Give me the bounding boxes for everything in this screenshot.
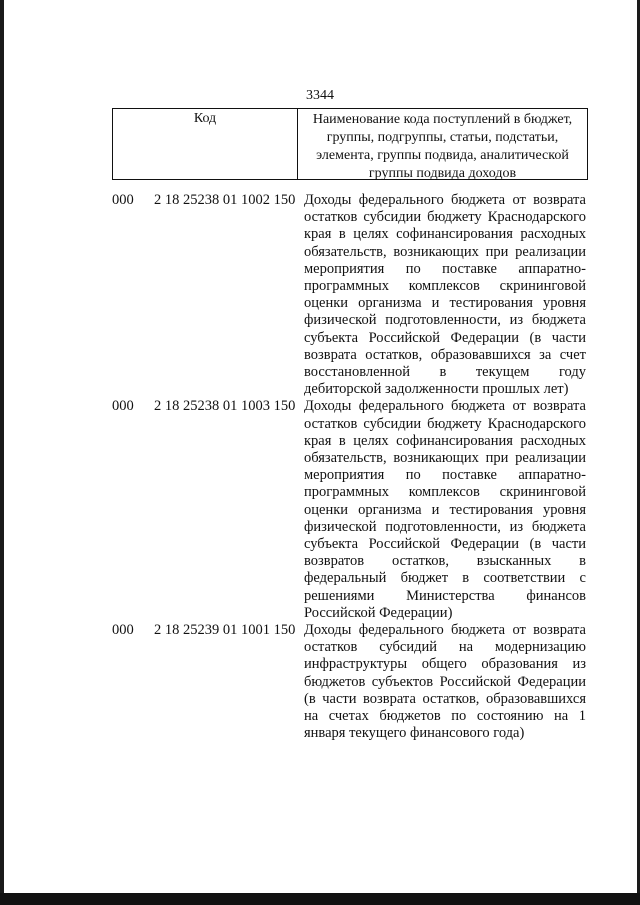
revenue-description: Доходы федерального бюджета от возврата остатков субсидии бюджету Краснодарского края в целях софинансирования расходных обязательств, возникающих при реализации мероприятия по поставке аппаратно-программных комплексов скрининговой оценки организма и тестирования уровня физической подготовленности, из бюджета субъекта Российской Федерации (в части возврата остатков, образовавшихся за счет восстановленной в текущем году дебиторской задолженности прошлых лет) <box>304 192 586 398</box>
revenue-code: 2 18 25238 01 1002 150 <box>154 192 296 208</box>
header-code-column: Код <box>113 109 298 179</box>
scan-edge-bottom <box>0 893 640 905</box>
scan-edge-left <box>0 0 4 905</box>
table-row <box>112 192 588 398</box>
admin-code: 000 <box>112 622 134 639</box>
revenue-code: 2 18 25238 01 1003 150 <box>154 398 296 415</box>
table-header <box>112 108 588 180</box>
revenue-code: 2 18 25239 01 1001 150 <box>154 622 296 639</box>
page-number: 3344 <box>306 88 334 103</box>
table-body <box>112 192 588 743</box>
revenue-description: Доходы федерального бюджета от возврата остатков субсидии бюджету Краснодарского края в целях софинансирования расходных обязательств, возникающих при реализации мероприятия по поставке аппаратно-программных комплексов скрининговой оценки организма и тестирования уровня физической подготовленности, из бюджета субъекта Российской Федерации (в части возвратов остатков, взысканных в федеральный бюджет в соответствии с решениями Министерства финансов Российской Федерации) <box>304 398 586 621</box>
table-row <box>112 622 588 742</box>
admin-code: 000 <box>112 398 134 415</box>
header-name-column: Наименование кода поступлений в бюджет, группы, подгруппы, статьи, подстатьи, элемента, группы подвида, аналитической группы подвида доходов <box>312 112 573 181</box>
admin-code: 000 <box>112 192 134 208</box>
revenue-description: Доходы федерального бюджета от возврата остатков субсидий на модернизацию инфраструктуры общего образования из бюджетов субъектов Российской Федерации (в части возврата остатков, образовавшихся на счетах бюджетов по состоянию на 1 января текущего финансового года) <box>304 622 586 742</box>
table-row <box>112 398 588 622</box>
